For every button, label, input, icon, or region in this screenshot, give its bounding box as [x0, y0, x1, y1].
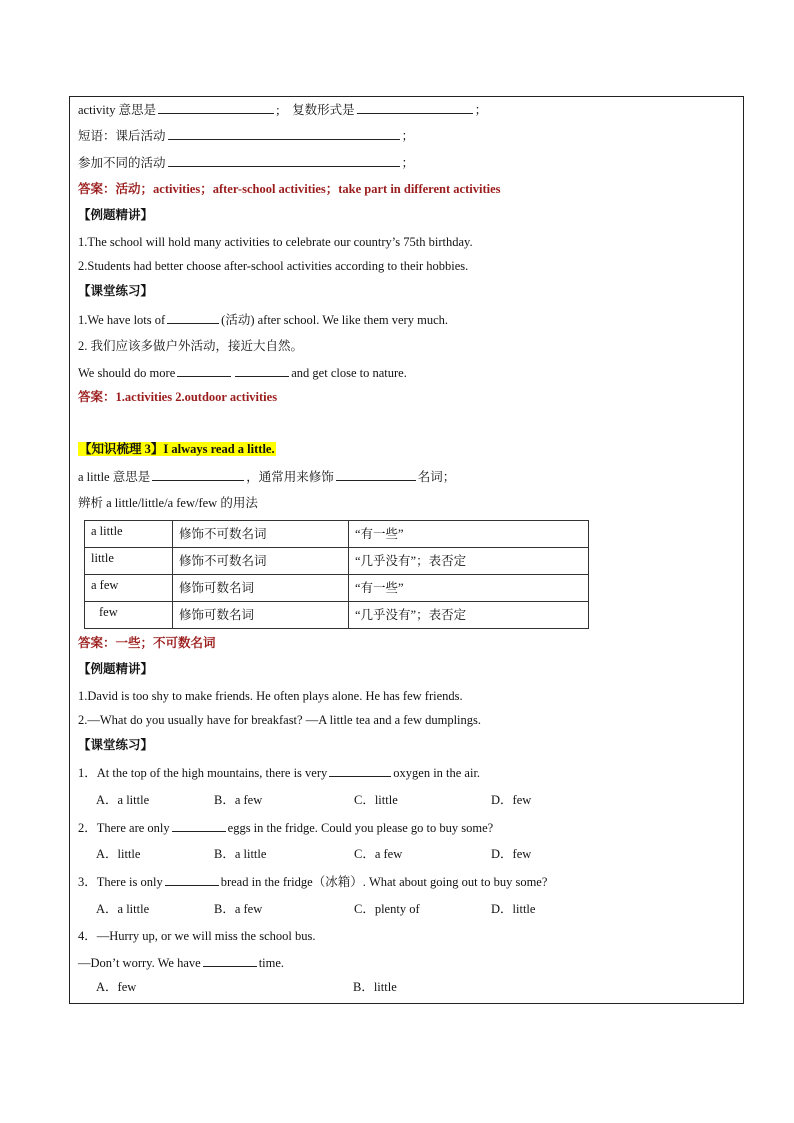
option-a[interactable]: A．a little — [96, 902, 150, 916]
option-d[interactable]: D．little — [491, 902, 536, 916]
q3-pre: 3．There is only — [78, 875, 163, 889]
q2-pre: 2．There are only — [78, 821, 170, 835]
option-d[interactable]: D．few — [491, 793, 532, 807]
option-c[interactable]: C．plenty of — [354, 902, 420, 916]
q1-post: oxygen in the air. — [393, 766, 481, 780]
vocab-phrase2-label: 参加不同的活动 — [78, 156, 166, 170]
blank-line — [168, 154, 400, 167]
table-cell: “几乎没有”；表否定 — [349, 602, 589, 629]
table-cell: 修饰可数名词 — [173, 602, 349, 629]
punct: ； — [401, 129, 415, 143]
example-2: 2.—What do you usually have for breakfast? —A little tea and a few dumplings. — [78, 713, 482, 727]
line1-mid: ，通常用来修饰 — [246, 470, 334, 484]
option-b[interactable]: B．a little — [214, 847, 267, 861]
blank-line — [357, 101, 473, 114]
practice-2-en-pre: We should do more — [78, 366, 176, 380]
section3-title-highlight: 【知识梳理 3】I always read a little. — [79, 442, 275, 456]
example-1: 1.The school will hold many activities to celebrate our country’s 75th birthday. — [78, 235, 473, 249]
option-b[interactable]: B．a few — [214, 902, 263, 916]
table-cell: 修饰可数名词 — [173, 575, 349, 602]
vocab-phrase2-line — [78, 154, 414, 171]
table-cell: little — [85, 548, 173, 575]
usage-table — [84, 520, 589, 629]
blank-line — [152, 468, 244, 481]
line1-post: 名词； — [417, 470, 456, 484]
table-cell: “几乎没有”；表否定 — [349, 548, 589, 575]
table-row — [85, 548, 589, 575]
question-4-line1: 4．—Hurry up, or we will miss the school bus. — [78, 929, 316, 943]
table-cell: “有一些” — [349, 575, 589, 602]
q1-pre: 1．At the top of the high mountains, there is very — [78, 766, 328, 780]
section3-line2: 辨析 a little/little/a few/few 的用法 — [78, 496, 258, 510]
section3-title — [78, 441, 276, 457]
section3-line1 — [78, 468, 455, 485]
content-frame — [69, 96, 744, 1004]
q2-options — [96, 846, 531, 862]
section1-answer — [78, 389, 277, 405]
example-1: 1.David is too shy to make friends. He often plays alone. He has few friends. — [78, 689, 463, 703]
practice-title: 【课堂练习】 — [78, 284, 154, 298]
blank-line — [329, 764, 391, 777]
example-2: 2.Students had better choose after-school activities according to their hobbies. — [78, 259, 469, 273]
table-cell: a few — [85, 575, 173, 602]
vocab-answer — [78, 181, 501, 197]
option-a[interactable]: A．a little — [96, 793, 150, 807]
practice-2-en — [78, 364, 407, 381]
answer-text: 1.activities 2.outdoor activities — [115, 390, 278, 404]
q1-options — [96, 792, 531, 808]
practice-1-post: (活动) after school. We like them very much. — [221, 313, 448, 327]
table-cell: 修饰不可数名词 — [173, 548, 349, 575]
blank-line — [336, 468, 416, 481]
question-3 — [78, 873, 547, 890]
table-cell: few — [85, 602, 173, 629]
examples-title: 【例题精讲】 — [78, 208, 154, 222]
table-row — [85, 575, 589, 602]
option-b[interactable]: B．little — [353, 980, 397, 994]
practice-1-pre: 1.We have lots of — [78, 313, 166, 327]
q4-options — [96, 979, 397, 995]
table-cell: 修饰不可数名词 — [173, 521, 349, 548]
answer-tag: 答案： — [78, 390, 116, 404]
vocab-phrase-line — [78, 127, 414, 144]
section3-answer — [78, 635, 216, 651]
vocab-plural-label: 复数形式是 — [292, 103, 355, 117]
table-row — [85, 521, 589, 548]
option-c[interactable]: C．a few — [354, 847, 403, 861]
question-2 — [78, 819, 493, 836]
q2-post: eggs in the fridge. Could you please go to buy some? — [227, 821, 494, 835]
vocab-phrase-label: 短语：课后活动 — [78, 129, 166, 143]
answer-tag: 答案： — [78, 636, 116, 650]
answer-tag: 答案： — [78, 182, 116, 196]
blank-line — [165, 873, 219, 886]
question-1 — [78, 764, 480, 781]
option-a[interactable]: A．little — [96, 847, 141, 861]
table-row — [85, 602, 589, 629]
practice-title: 【课堂练习】 — [78, 738, 154, 752]
option-b[interactable]: B．a few — [214, 793, 263, 807]
practice-2-en-post: and get close to nature. — [291, 366, 407, 380]
q3-options — [96, 901, 535, 917]
punct: ； — [401, 156, 415, 170]
answer-text: 活动；activities；after-school activities；take part in different activities — [115, 182, 501, 196]
q4-post: time. — [258, 956, 285, 970]
blank-line — [172, 819, 226, 832]
blank-line — [235, 364, 289, 377]
examples-title: 【例题精讲】 — [78, 662, 154, 676]
answer-text: 一些；不可数名词 — [115, 636, 216, 650]
blank-line — [167, 311, 219, 324]
question-4-line2 — [78, 954, 284, 971]
table-cell: “有一些” — [349, 521, 589, 548]
option-c[interactable]: C．little — [354, 793, 398, 807]
vocab-meaning-line — [78, 101, 487, 118]
table-cell: a little — [85, 521, 173, 548]
blank-line — [203, 954, 257, 967]
q4-pre: —Don’t worry. We have — [78, 956, 201, 970]
option-a[interactable]: A．few — [96, 980, 137, 994]
blank-line — [177, 364, 231, 377]
blank-line — [168, 127, 400, 140]
punct: ； — [474, 103, 488, 117]
q3-post: bread in the fridge（冰箱）. What about going out to buy some? — [220, 875, 548, 889]
option-d[interactable]: D．few — [491, 847, 532, 861]
practice-1 — [78, 311, 448, 328]
line1-pre: a little 意思是 — [78, 470, 151, 484]
punct: ; — [276, 103, 280, 117]
vocab-meaning-label: activity 意思是 — [78, 103, 157, 117]
practice-2: 2. 我们应该多做户外活动，接近大自然。 — [78, 339, 304, 353]
blank-line — [158, 101, 274, 114]
